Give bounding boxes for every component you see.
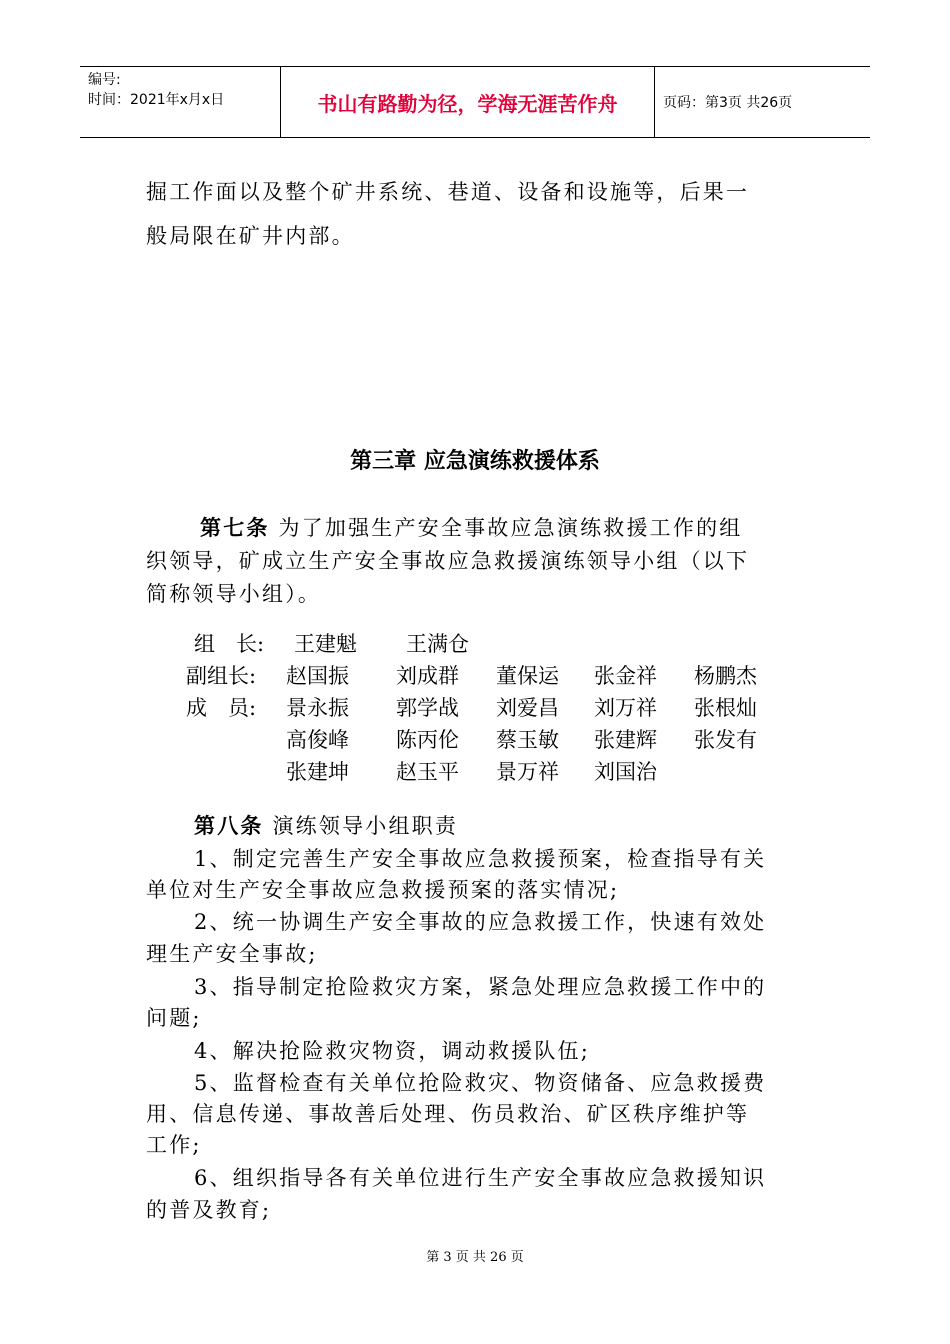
member-name: 董保运 — [496, 664, 559, 688]
member-name: 刘万祥 — [594, 696, 657, 720]
duty-6-line-1: 6、组织指导各有关单位进行生产安全事故应急救援知识 — [194, 1166, 767, 1190]
document-date: 时间：2021年x月x日 — [88, 92, 225, 108]
member-name: 赵玉平 — [396, 760, 459, 784]
member-name: 赵国振 — [286, 664, 349, 688]
duty-2-line-1: 2、统一协调生产安全事故的应急救援工作，快速有效处 — [194, 910, 767, 934]
member-name: 郭学战 — [396, 696, 459, 720]
member-name: 张建辉 — [594, 728, 657, 752]
article7-text-1: 为了加强生产安全事故应急演练救援工作的组 — [269, 516, 743, 540]
member-name: 高俊峰 — [286, 728, 349, 752]
member-name: 张根灿 — [694, 696, 757, 720]
duty-1-line-1: 1、制定完善生产安全事故应急救援预案，检查指导有关 — [194, 847, 767, 871]
document-number-label: 编号: — [88, 72, 121, 88]
article7-line-3: 简称领导小组）。 — [146, 582, 322, 606]
header-motto: 书山有路勤为径，学海无涯苦作舟 — [280, 67, 655, 137]
member-name: 王满仓 — [406, 632, 469, 656]
duty-5-line-2: 用、信息传递、事故善后处理、伤员救治、矿区秩序维护等 — [146, 1102, 750, 1126]
member-name: 刘成群 — [396, 664, 459, 688]
header-page-info: 页码：第3页 共26页 — [663, 95, 793, 111]
article8-title: 演练领导小组职责 — [263, 814, 459, 838]
member-name: 张建坤 — [286, 760, 349, 784]
article7-line-1 — [200, 512, 862, 542]
member-name: 蔡玉敏 — [496, 728, 559, 752]
member-name: 张金祥 — [594, 664, 657, 688]
member-name: 王建魁 — [294, 632, 357, 656]
member-row-2 — [186, 724, 794, 754]
duty-5-line-3: 工作; — [146, 1133, 202, 1157]
duty-6-line-2: 的普及教育; — [146, 1198, 272, 1222]
member-name: 杨鹏杰 — [694, 664, 757, 688]
member-name: 张发有 — [694, 728, 757, 752]
role-deputy: 副组长: — [186, 664, 257, 688]
intro-line-2: 般局限在矿井内部。 — [146, 224, 355, 248]
article8-heading — [194, 810, 856, 840]
member-name: 景万祥 — [496, 760, 559, 784]
role-member: 成 员: — [186, 696, 257, 720]
member-row-1 — [186, 692, 794, 722]
member-name: 刘国治 — [594, 760, 657, 784]
article7-label: 第七条 — [200, 516, 270, 540]
duty-3-line-1: 3、指导制定抢险救灾方案，紧急处理应急救援工作中的 — [194, 975, 767, 999]
role-leader: 组 长: — [194, 632, 265, 656]
page-footer: 第 3 页 共 26 页 — [426, 1250, 524, 1265]
deputy-row — [186, 660, 794, 690]
member-name: 刘爱昌 — [496, 696, 559, 720]
member-row-3 — [186, 756, 694, 786]
duty-5-line-1: 5、监督检查有关单位抢险救灾、物资储备、应急救援费 — [194, 1071, 767, 1095]
member-name: 景永振 — [286, 696, 349, 720]
duty-2-line-2: 理生产安全事故; — [146, 942, 318, 966]
duty-4-line-1: 4、解决抢险救灾物资，调动救援队伍; — [194, 1039, 591, 1063]
duty-1-line-2: 单位对生产安全事故应急救援预案的落实情况; — [146, 878, 620, 902]
intro-line-1: 掘工作面以及整个矿井系统、巷道、设备和设施等，后果一 — [146, 180, 750, 204]
article8-label: 第八条 — [194, 814, 264, 838]
page-header — [80, 66, 870, 138]
article7-line-2: 织领导，矿成立生产安全事故应急救援演练领导小组（以下 — [146, 549, 750, 573]
duty-3-line-2: 问题; — [146, 1006, 202, 1030]
leader-row — [194, 628, 469, 658]
chapter-title: 第三章 应急演练救援体系 — [350, 449, 600, 474]
member-name: 陈丙伦 — [396, 728, 459, 752]
header-meta — [80, 67, 280, 137]
